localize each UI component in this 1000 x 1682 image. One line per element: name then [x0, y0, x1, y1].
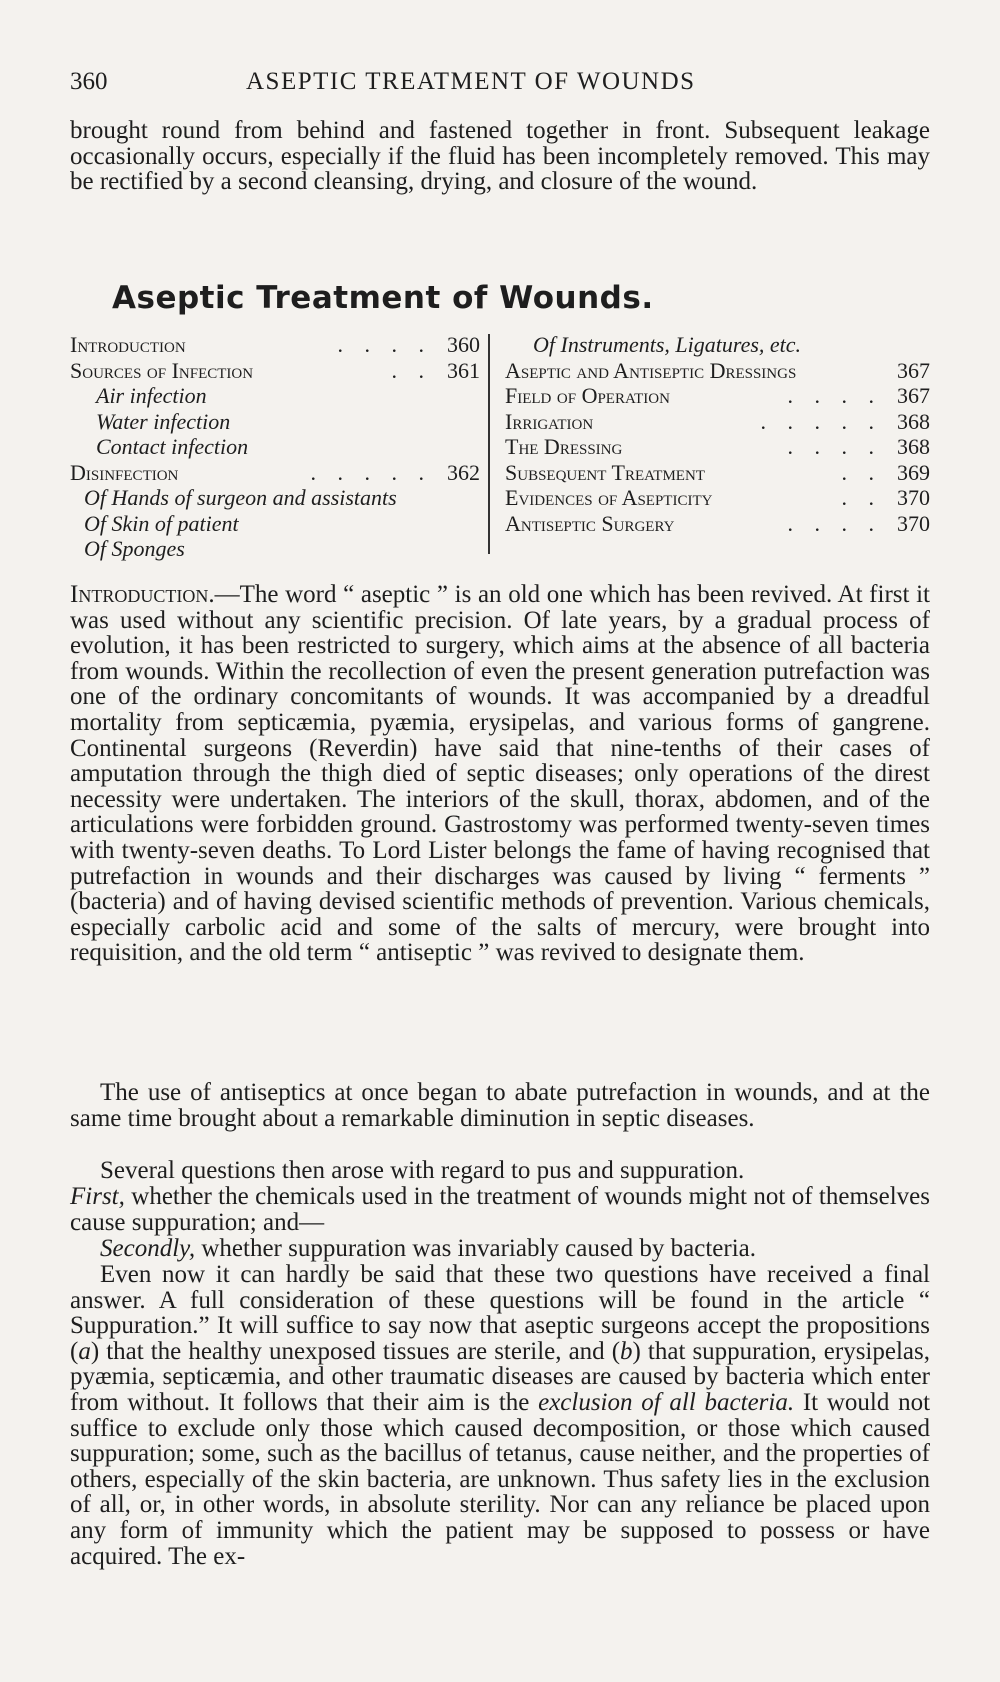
toc-entry	[70, 332, 480, 358]
toc-divider	[488, 334, 490, 554]
toc-entry-label: Introduction	[70, 332, 186, 357]
toc-entry-label: Of Hands of surgeon and assistants	[84, 485, 397, 510]
toc-entry-label: Water infection	[96, 408, 231, 434]
questions-paragraph: Several questions then arose with regard to pus and suppuration.	[100, 1157, 745, 1184]
toc-entry	[70, 409, 480, 435]
toc-entry	[505, 434, 930, 460]
final-text-c: ) that suppuration, erysipelas, pyæmia, septicæmia, and other traumatic diseases are caused by bacteria which enter from without. It follows that their aim is the	[70, 1337, 930, 1416]
toc-entry	[505, 358, 930, 384]
toc-entry-page: 367	[897, 383, 930, 408]
introduction-paragraph	[70, 582, 930, 966]
introduction-lead: Introduction.	[70, 581, 215, 608]
toc-entry	[505, 383, 930, 409]
page-number: 360	[70, 68, 108, 95]
exclusion-emphasis: exclusion of all bacteria.	[538, 1388, 795, 1416]
toc-entry-label: Sources of Infection	[70, 357, 254, 383]
toc-entry	[70, 434, 480, 460]
toc-entry-label: Field of Operation	[505, 383, 670, 408]
toc-entry	[70, 358, 480, 384]
toc-entry-page: 368	[897, 434, 930, 459]
running-header	[70, 60, 930, 100]
second-text: whether suppuration was invariably caused by bacteria.	[195, 1235, 757, 1262]
second-question-paragraph	[70, 1236, 930, 1262]
toc-entry-page: 361	[447, 357, 480, 383]
toc-entry-label: Subsequent Treatment	[505, 459, 705, 485]
first-question-paragraph	[70, 1184, 930, 1235]
toc-entry-page: 370	[897, 510, 930, 536]
toc-entry	[70, 383, 480, 409]
toc-entry-page: 368	[897, 408, 930, 434]
toc-entry	[70, 536, 480, 562]
toc-entry-page: 360	[447, 332, 480, 357]
toc-entry-label: Of Sponges	[84, 536, 185, 561]
toc-entry	[70, 511, 480, 537]
introduction-text: —The word “ aseptic ” is an old one which has been revived. At first it was used without any scientific precision. Of late years, by a gradual process of evolution, it has been restricted to surgery, which aims at the absence of all bacteria from wounds. Within the recollection of even the present generation putrefaction was one of the ordinary concomitants of wounds. It was accompanied by a dreadful mortality from septicæmia, pyæmia, erysipelas, and various forms of gangrene. Continental surgeons (Reverdin) have said that nine-tenths of their cases of amputation through the thigh died of septic diseases; only operations of the direst necessity were undertaken. The interiors of the skull, thorax, abdomen, and of the articulations were forbidden ground. Gastrostomy was performed twenty-seven times with twenty-seven deaths. To Lord Lister belongs the fame of having recognised that putrefaction in wounds and their discharges was caused by living “ ferments ” (bacteria) and of having devised scientific methods of prevention. Various chemicals, especially carbolic acid and some of the salts of mercury, were brought into requisition, and the old term “ antiseptic ” was revived to designate them.	[70, 581, 930, 967]
toc-entry-page: 370	[897, 485, 930, 510]
first-text: whether the chemicals used in the treatment of wounds might not of themselves cause suppuration; and—	[70, 1183, 930, 1236]
table-of-contents-right	[505, 332, 930, 536]
proposition-a-mark: a	[78, 1337, 91, 1365]
toc-entry-page: 367	[897, 357, 930, 383]
toc-entry-label: The Dressing	[505, 434, 623, 459]
toc-entry-label: Air infection	[96, 383, 207, 408]
toc-leader-dots: . .	[841, 485, 882, 510]
section-heading: Aseptic Treatment of Wounds.	[112, 280, 654, 316]
toc-entry	[505, 485, 930, 511]
table-of-contents-left	[70, 332, 480, 562]
toc-leader-dots: . . . . .	[760, 408, 882, 434]
toc-entry-label: Irrigation	[505, 408, 594, 434]
toc-entry	[505, 332, 930, 358]
proposition-b-mark: b	[620, 1337, 633, 1365]
toc-entry-page: 369	[897, 459, 930, 485]
toc-leader-dots: . . . .	[787, 383, 882, 408]
toc-entry	[505, 511, 930, 537]
toc-leader-dots: . .	[841, 459, 882, 485]
first-lead: First,	[70, 1183, 125, 1210]
toc-leader-dots: . . . .	[787, 510, 882, 536]
toc-entry-label: Of Skin of patient	[84, 510, 239, 536]
final-text-a: Even now it can hardly be said that these two questions have received a final answer. A full consideration of these questions will be found in the article “ Suppuration.” It will suffice to say now that aseptic surgeons accept the propositions (	[70, 1261, 930, 1365]
antiseptics-paragraph: The use of antiseptics at once began to abate putrefaction in wounds, and at the same time brought about a remarkable diminution in septic diseases.	[70, 1079, 930, 1132]
toc-entry-label: Antiseptic Surgery	[505, 510, 675, 536]
final-answer-paragraph	[70, 1262, 930, 1569]
toc-entry	[505, 409, 930, 435]
toc-entry	[505, 460, 930, 486]
toc-entry-label: Of Instruments, Ligatures, etc.	[533, 332, 802, 357]
final-text-b: ) that the healthy unexposed tissues are sterile, and (	[90, 1337, 621, 1365]
toc-entry	[70, 485, 480, 511]
toc-entry-label: Evidences of Asepticity	[505, 485, 713, 510]
running-title: ASEPTIC TREATMENT OF WOUNDS	[246, 68, 696, 95]
second-lead: Secondly,	[100, 1235, 196, 1262]
toc-entry-label: Aseptic and Antiseptic Dressings	[505, 357, 797, 383]
toc-entry	[70, 460, 480, 486]
toc-leader-dots: . . . .	[337, 332, 432, 357]
toc-entry-page: 362	[447, 459, 480, 485]
final-text-d: It would not suffice to exclude only those which caused decomposition, or those which caused suppuration; some, such as the bacillus of tetanus, cause neither, and the properties of others, especially of the skin bacteria, are unknown. Thus safety lies in the exclusion of all, or, in other words, in absolute sterility. Nor can any reliance be placed upon any form of immunity which the patient may be supposed to possess or have acquired. The ex-	[70, 1388, 931, 1570]
toc-leader-dots: . . . . .	[310, 459, 432, 485]
toc-leader-dots: . .	[391, 357, 432, 383]
toc-entry-label: Contact infection	[96, 434, 249, 459]
toc-entry-label: Disinfection	[70, 459, 179, 485]
toc-leader-dots: . . . .	[787, 434, 882, 459]
carryover-paragraph: brought round from behind and fastened together in front. Subsequent leakage occasionally occurs, especially if the fluid has been incompletely removed. This may be rectified by a second cleansing, drying, and closure of the wound.	[70, 117, 930, 196]
